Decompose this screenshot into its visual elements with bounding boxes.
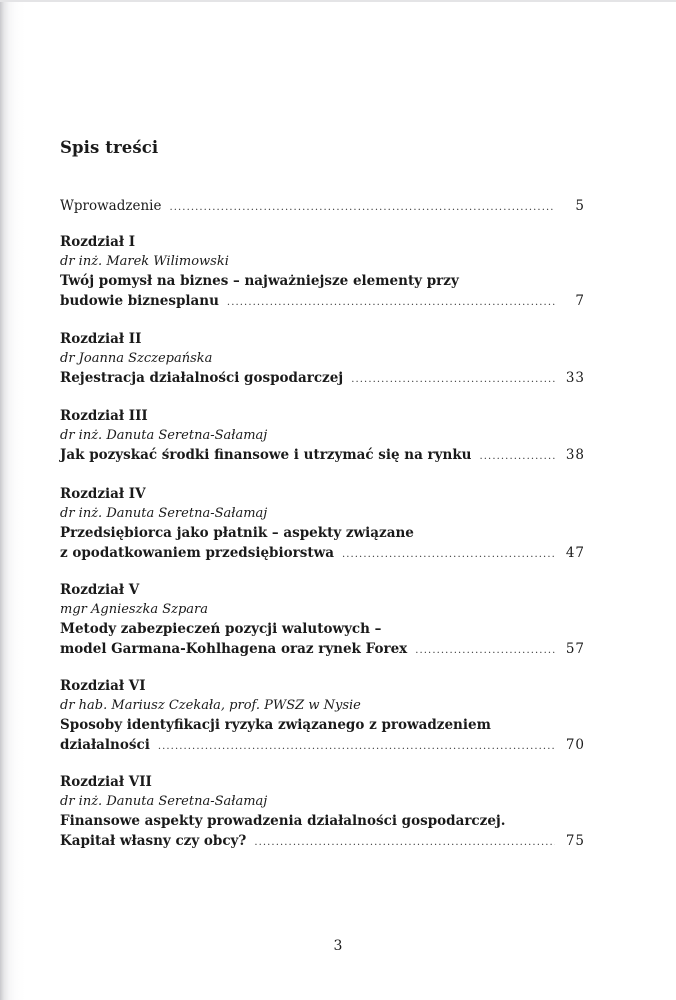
toc-entry-chapter-5 [60,581,585,659]
chapter-title-last-line [60,291,585,311]
chapter-label: Rozdział VI [60,678,146,694]
entry-page-number: 70 [565,737,585,753]
chapter-title-line: Finansowe aspekty prowadzenia działalności gospodarczej. [60,813,506,829]
entry-page-number: 7 [575,293,585,309]
chapter-label: Rozdział I [60,234,136,250]
chapter-label: Rozdział IV [60,486,146,502]
dot-leader [169,202,555,213]
chapter-label: Rozdział II [60,331,142,347]
dot-leader [227,293,555,313]
chapter-author: mgr Agnieszka Szpara [60,602,209,617]
dot-leader [254,833,555,853]
entry-page-number: 38 [565,447,585,463]
chapter-author: dr inż. Danuta Seretna-Sałamaj [60,506,268,521]
chapter-title-last-line [60,543,585,563]
entry-page-number: 33 [565,370,585,386]
dot-leader [342,545,555,565]
dot-leader [480,447,556,467]
chapter-author: dr inż. Marek Wilimowski [60,254,229,269]
page-title: Spis treści [60,138,159,157]
chapter-title-last-line [60,368,585,388]
chapter-title-line: Sposoby identyfikacji ryzyka związanego z prowadzeniem [60,717,491,733]
chapter-label: Rozdział V [60,582,140,598]
chapter-title-line: Metody zabezpieczeń pozycji walutowych – [60,621,382,637]
entry-page-number: 75 [565,833,585,849]
chapter-author: dr inż. Danuta Seretna-Sałamaj [60,794,268,809]
chapter-author: dr hab. Mariusz Czekała, prof. PWSZ w Nysie [60,698,361,713]
toc-entry-chapter-1 [60,233,585,311]
dot-leader [158,737,555,757]
entry-page-number: 57 [565,641,585,657]
entry-title: Wprowadzenie [60,198,162,214]
dot-leader [415,641,555,661]
chapter-title-last-line [60,445,585,465]
toc-entry-chapter-3 [60,407,585,465]
chapter-title-last-line [60,735,585,755]
chapter-title-line: Rejestracja działalności gospodarczej [60,370,344,386]
chapter-title-last-line [60,639,585,659]
toc-entry-chapter-6 [60,677,585,755]
scan-edge [0,0,676,2]
chapter-title-line: Jak pozyskać środki finansowe i utrzymać się na rynku [60,447,472,463]
chapter-title-line: model Garmana-Kohlhagena oraz rynek Forex [60,641,408,657]
entry-page-number: 47 [565,545,585,561]
toc-entry-chapter-7 [60,773,585,851]
chapter-title-line: Przedsiębiorca jako płatnik – aspekty związane [60,525,414,541]
chapter-author: dr inż. Danuta Seretna-Sałamaj [60,428,268,443]
chapter-title-line: budowie biznesplanu [60,293,219,309]
chapter-label: Rozdział III [60,408,148,424]
toc-entry-intro [60,198,585,214]
chapter-author: dr Joanna Szczepańska [60,351,213,366]
chapter-title-line: Twój pomysł na biznes – najważniejsze elementy przy [60,273,459,289]
toc-entry-chapter-2 [60,330,585,388]
chapter-title-line: działalności [60,737,150,753]
chapter-title-last-line [60,831,585,851]
page-number: 3 [333,938,343,954]
dot-leader [351,370,555,390]
chapter-title-line: Kapitał własny czy obcy? [60,833,247,849]
chapter-label: Rozdział VII [60,774,152,790]
chapter-title-line: z opodatkowaniem przedsiębiorstwa [60,545,334,561]
toc-entry-chapter-4 [60,485,585,563]
entry-page-number: 5 [575,198,585,214]
